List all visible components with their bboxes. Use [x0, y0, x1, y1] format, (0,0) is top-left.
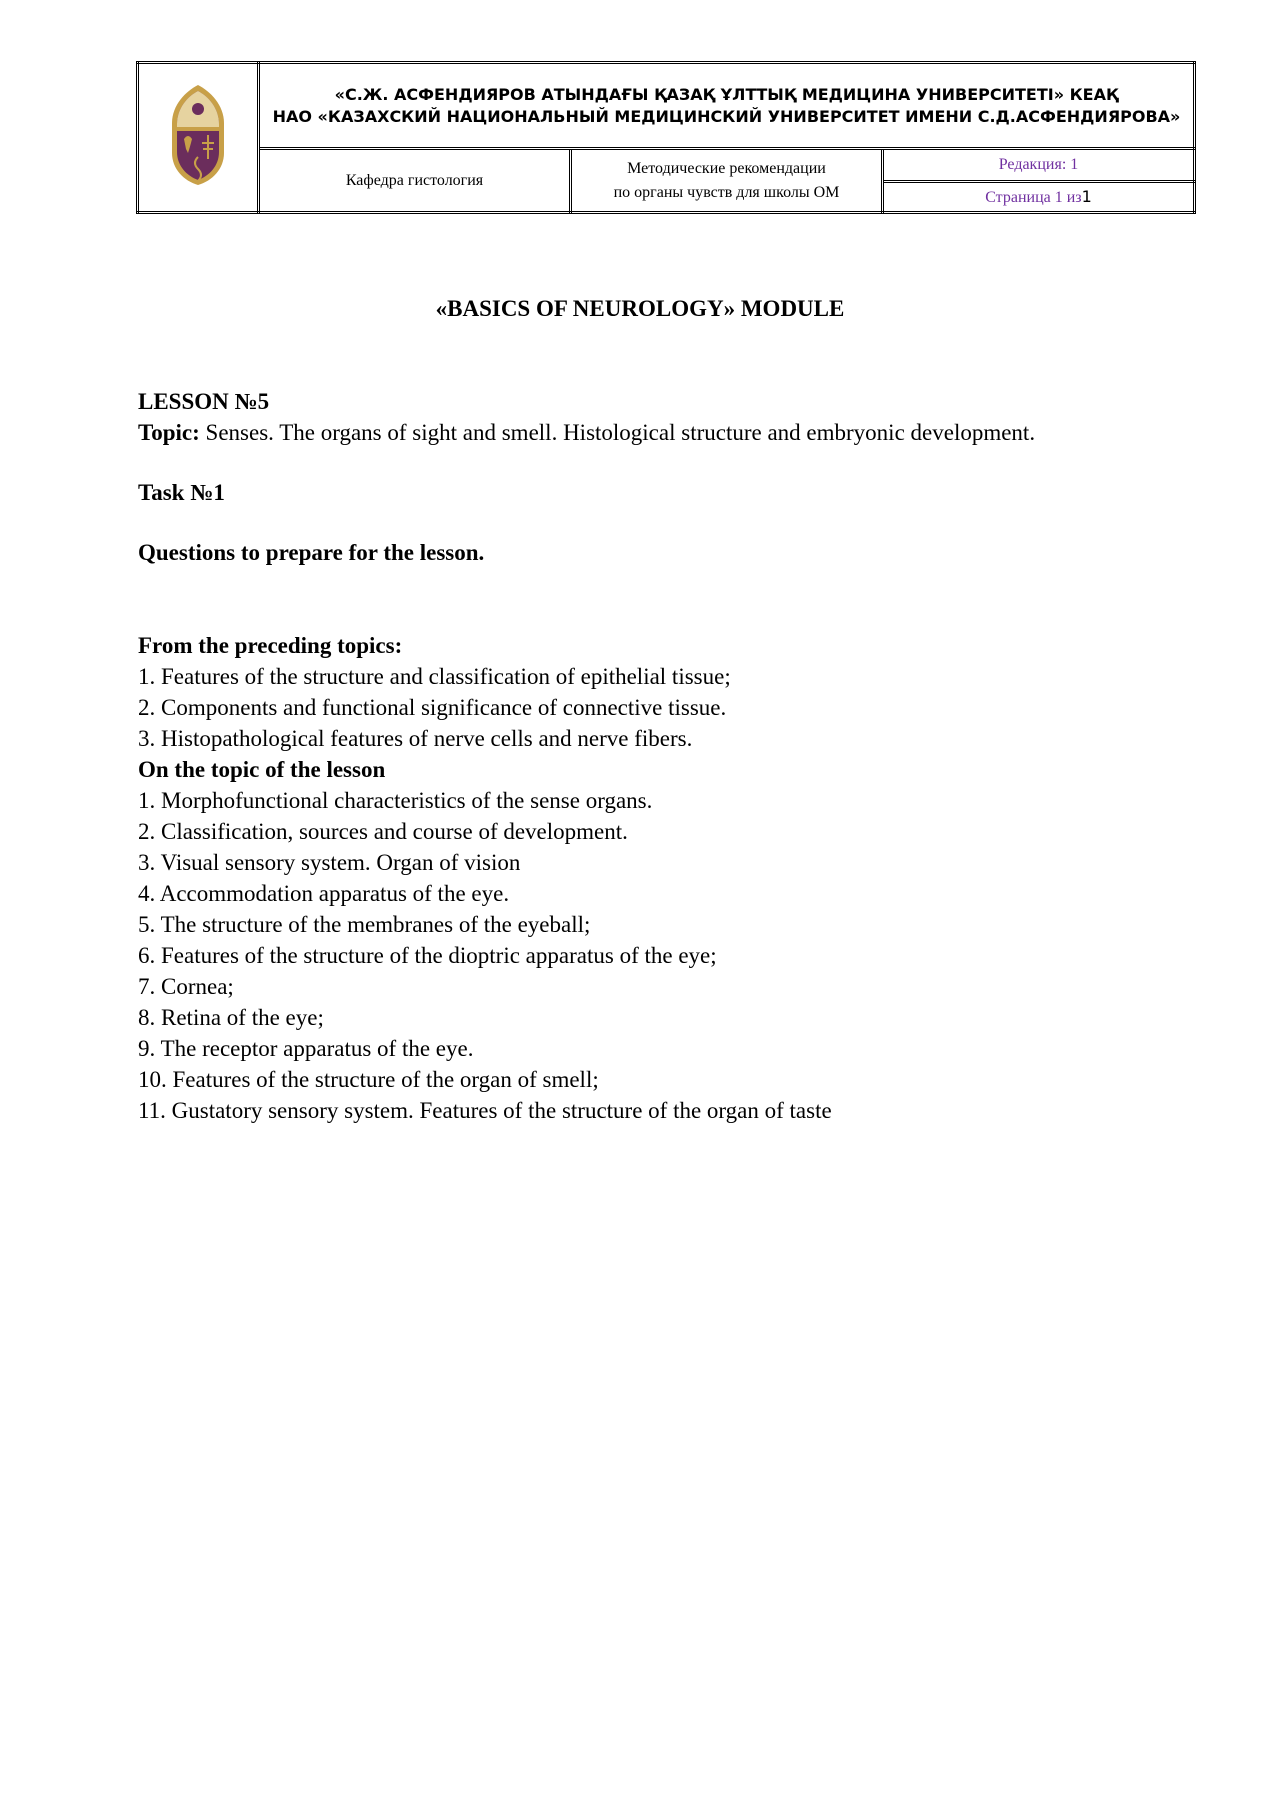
university-crest-icon [170, 83, 226, 187]
lesson-topic-heading: On the topic of the lesson [138, 757, 386, 782]
list-item: 3. Histopathological features of nerve cells and nerve fibers. [138, 726, 693, 751]
module-title: «BASICS OF NEUROLOGY» MODULE [435, 296, 845, 321]
preceding-heading: From the preceding topics: [138, 633, 403, 658]
list-item: 8. Retina of the eye; [138, 1005, 324, 1030]
list-item: 4. Accommodation apparatus of the eye. [138, 881, 510, 906]
list-item: 2. Components and functional significance of connective tissue. [138, 695, 727, 720]
list-item: 10. Features of the structure of the organ of smell; [138, 1067, 599, 1092]
list-item: 1. Features of the structure and classification of epithelial tissue; [138, 664, 731, 689]
list-item: 1. Morphofunctional characteristics of the sense organs. [138, 788, 653, 813]
lesson-number: LESSON №5 [138, 389, 270, 414]
list-item: 9. The receptor apparatus of the eye. [138, 1036, 474, 1061]
document-header [136, 61, 1196, 214]
task-number: Task №1 [138, 480, 225, 505]
topic-label: Topic: [138, 420, 200, 445]
page-counter-total: 1 [1081, 187, 1092, 206]
university-name-ru: НАО «КАЗАХСКИЙ НАЦИОНАЛЬНЫЙ МЕДИЦИНСКИЙ УНИВЕРСИТЕТ ИМЕНИ С.Д.АСФЕНДИЯРОВА» [272, 106, 1181, 126]
topic-line [138, 417, 1198, 448]
page-counter [883, 182, 1195, 213]
method-line-1: Методические рекомендации [627, 159, 826, 177]
questions-heading: Questions to prepare for the lesson. [138, 540, 485, 565]
list-item: 6. Features of the structure of the dioptric apparatus of the eye; [138, 943, 717, 968]
list-item: 3. Visual sensory system. Organ of vision [138, 850, 521, 875]
page-counter-label: Страница 1 из [985, 189, 1082, 206]
list-item: 2. Classification, sources and course of development. [138, 819, 628, 844]
topic-text: Senses. The organs of sight and smell. Histological structure and embryonic development. [199, 420, 1036, 445]
document-body [138, 386, 1198, 1126]
version-label: Редакция: 1 [883, 149, 1195, 182]
logo-cell [138, 63, 259, 213]
list-item: 5. The structure of the membranes of the eyeball; [138, 912, 591, 937]
list-item: 7. Cornea; [138, 974, 234, 999]
method-recommendations [571, 149, 883, 213]
department-name: Кафедра гистология [259, 149, 571, 213]
university-name [259, 63, 1195, 149]
list-item: 11. Gustatory sensory system. Features of the structure of the organ of taste [138, 1098, 832, 1123]
university-name-kz: «С.Ж. АСФЕНДИЯРОВ АТЫНДАҒЫ ҚАЗАҚ ҰЛТТЫҚ МЕДИЦИНА УНИВЕРСИТЕТІ» КЕАҚ [334, 84, 1119, 104]
method-line-2: по органы чувств для школы ОМ [613, 183, 840, 201]
